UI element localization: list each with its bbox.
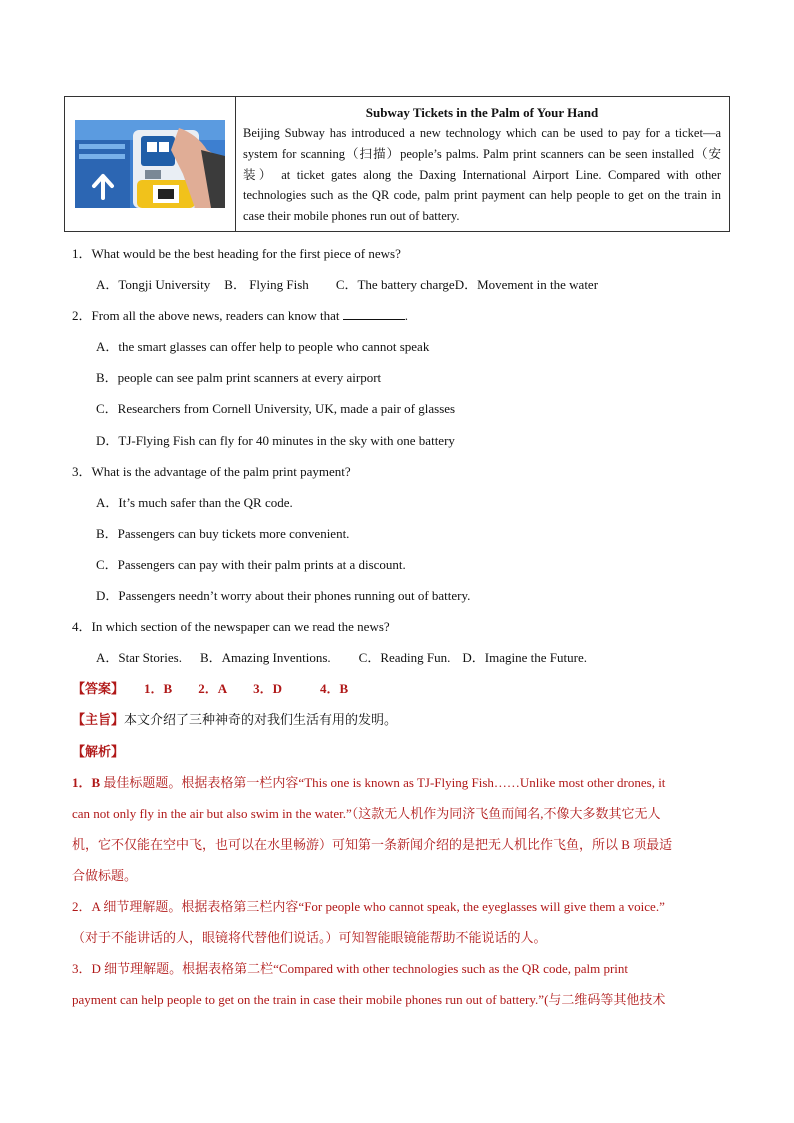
q4-options <box>72 642 732 673</box>
explanation-3-line-1: 3．D 细节理解题。根据表格第二栏“Compared with other technologies such as the QR code, palm print <box>72 961 629 977</box>
answer-line <box>72 673 732 704</box>
q4-option-c: C．Reading Fun. <box>358 650 451 666</box>
q2-stem <box>72 300 732 331</box>
explanation-1-line-4: 合做标题。 <box>72 867 138 883</box>
q2-option-c: C．Researchers from Cornell University, UK, made a pair of glasses <box>96 401 456 417</box>
answer-label: 【答案】 <box>72 681 125 697</box>
explanation-1-line-2: can not only fly in the air but also swim in the water.”（这款无人机作为同济飞鱼而闻名,不像大多数其它无人 <box>72 805 661 821</box>
q2-option-a: A．the smart glasses can offer help to people who cannot speak <box>96 339 430 355</box>
q4-option-a: A．Star Stories. <box>96 650 182 666</box>
q1-option-a: A．Tongji University <box>96 277 211 293</box>
answer-blank <box>343 306 405 320</box>
q4-option-b: B．Amazing Inventions. <box>199 650 331 666</box>
q4-stem: 4．In which section of the newspaper can we read the news? <box>72 619 390 635</box>
q4-option-d: D．Imagine the Future. <box>462 650 587 666</box>
q2-stem-end: . <box>404 308 409 324</box>
gist-text: 本文介绍了三种神奇的对我们生活有用的发明。 <box>124 712 398 728</box>
q3-option-d: D．Passengers needn’t worry about their phones running out of battery. <box>96 588 471 604</box>
q1-stem: 1．What would be the best heading for the first piece of news? <box>72 246 401 261</box>
answer-3: 3．D <box>253 681 282 697</box>
palm-scanner-photo <box>75 120 225 208</box>
news-image-cell <box>65 97 236 231</box>
q2-option-b: B．people can see palm print scanners at every airport <box>96 370 382 386</box>
answer-1: 1．B <box>144 681 173 697</box>
q2-option-d: D．TJ-Flying Fish can fly for 40 minutes in the sky with one battery <box>96 432 455 448</box>
q3-option-b: B．Passengers can buy tickets more convenient. <box>96 525 350 541</box>
gist-line <box>72 704 732 735</box>
news-text-cell <box>236 97 729 231</box>
explanation-2-line-2: （对于不能讲话的人，眼镜将代替他们说话。）可知智能眼镜能帮助不能说话的人。 <box>72 930 547 946</box>
q1-option-d: D．Movement in the water <box>454 277 599 293</box>
news-table <box>64 96 730 232</box>
gist-label: 【主旨】 <box>72 712 125 728</box>
q1-option-b: B． Flying Fish <box>224 277 309 293</box>
q1-options <box>72 269 732 300</box>
explanation-2-line-1: 2．A 细节理解题。根据表格第三栏内容“For people who cannot speak, the eyeglasses will give them a voice.” <box>72 898 665 914</box>
answer-2: 2．A <box>198 681 228 697</box>
q1-option-c: C．The battery charge <box>335 277 455 293</box>
analysis-label: 【解析】 <box>72 743 125 759</box>
q3-option-a: A．It’s much safer than the QR code. <box>96 494 293 510</box>
q2-stem-text: 2．From all the above news, readers can know that <box>72 308 343 324</box>
news-title: Subway Tickets in the Palm of Your Hand <box>365 105 599 120</box>
news-body: Beijing Subway has introduced a new technology which can be used to pay for a ticket—a system for scanning（扫描）people’s palms. Palm print scanners can be seen installed（安装） at ticket gates along the Daxing International Airport Line. Compared with other technologies such as the QR code, palm print payment can help people to get on the train in case their mobile phones run out of battery. <box>243 126 721 224</box>
question-content <box>72 238 732 1015</box>
explanation-1-text: 最佳标题题。根据表格第一栏内容“This one is known as TJ-Flying Fish……Unlike most other drones, it <box>103 774 666 790</box>
answer-4: 4．B <box>319 681 349 697</box>
q3-option-c: C．Passengers can pay with their palm prints at a discount. <box>96 556 406 572</box>
explanation-1-line-3: 机，它不仅能在空中飞，也可以在水里畅游）可知第一条新闻介绍的是把无人机比作飞鱼，所以 B 项最适 <box>72 836 673 852</box>
explanation-1-answer: 1．B <box>72 774 101 790</box>
explanation-1-line-1 <box>72 767 732 798</box>
explanation-3-line-2: payment can help people to get on the train in case their mobile phones run out of battery.”(与二维码等其他技术 <box>72 992 666 1008</box>
q3-stem: 3．What is the advantage of the palm print payment? <box>72 463 351 479</box>
